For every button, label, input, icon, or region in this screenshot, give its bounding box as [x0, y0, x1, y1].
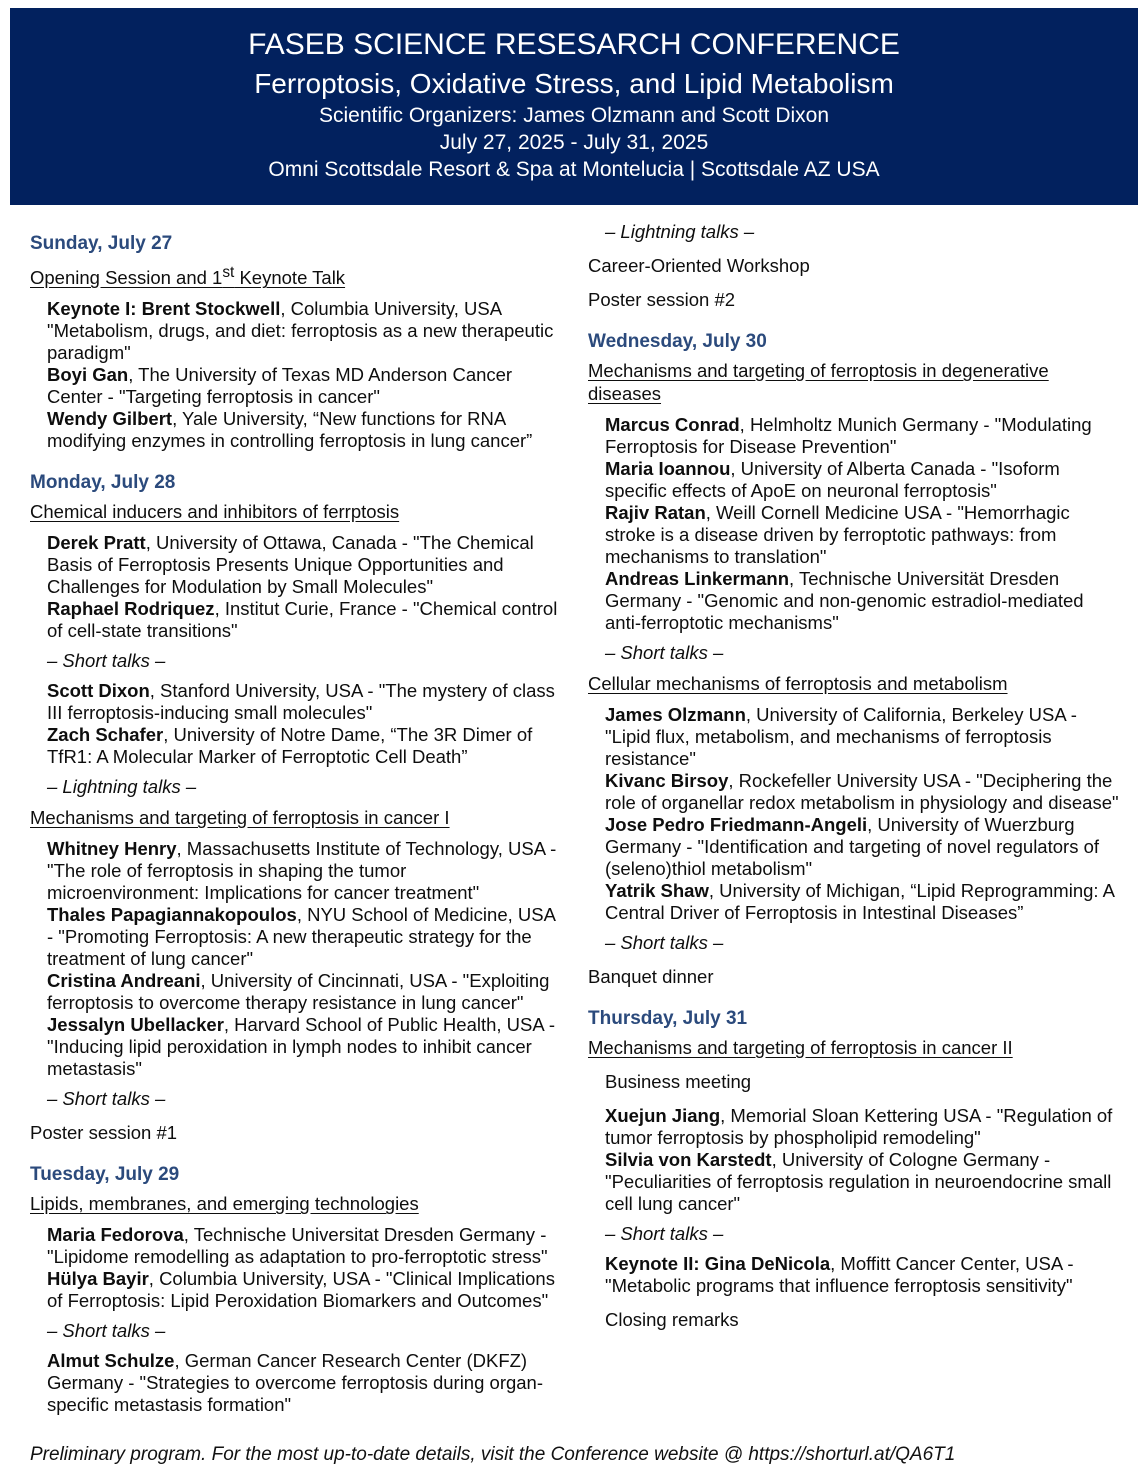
speaker-detail: , Massachusetts Institute of Technology, USA - "The role of ferroptosis in shaping the tumor microenvironment: Implications for cancer treatment"	[47, 838, 557, 904]
speaker-entry-andreani	[30, 970, 562, 1014]
session-title-cellular	[588, 672, 1120, 695]
speaker-entry-friedmann	[588, 814, 1120, 880]
short-talks-divider: – Short talks –	[47, 1320, 166, 1342]
speaker-name: Almut Schulze	[47, 1350, 175, 1372]
lightning-talks-divider: – Lightning talks –	[605, 221, 755, 242]
speaker-detail: , Yale University, “New functions for RNA modifying enzymes in controlling ferroptosis in lung cancer”	[47, 408, 533, 452]
speaker-detail: , University of California, Berkeley USA - "Lipid flux, metabolism, and mechanisms of ferroptosis resistance"	[605, 704, 1077, 769]
speaker-name: Rajiv Ratan	[605, 502, 706, 523]
speaker-name: Maria Fedorova	[47, 1224, 184, 1246]
speaker-entry-fedorova	[30, 1224, 562, 1268]
speaker-entry-denicola	[588, 1253, 1120, 1297]
session-title-cancer2	[588, 1036, 1120, 1059]
speaker-detail: , The University of Texas MD Anderson Cancer Center - "Targeting ferroptosis in cancer"	[47, 364, 513, 408]
session-title-text: Mechanisms and targeting of ferroptosis in cancer I	[30, 807, 450, 829]
speaker-detail: , University of Cologne Germany - "Peculiarities of ferroptosis regulation in neuroendocrine small cell lung cancer"	[605, 1149, 1112, 1214]
speaker-entry-bayir	[30, 1268, 562, 1312]
session-title-text: Mechanisms and targeting of ferroptosis in cancer II	[588, 1037, 1013, 1058]
speaker-name: Marcus Conrad	[605, 414, 740, 435]
speaker-detail: , Harvard School of Public Health, USA - "Inducing lipid peroxidation in lymph nodes to inhibit cancer metastasis"	[47, 1014, 556, 1080]
session-title-pre: Opening Session and 1	[30, 267, 223, 289]
session-title-superscript: st	[222, 264, 235, 281]
session-title-text	[30, 264, 346, 289]
speaker-detail: , NYU School of Medicine, USA - "Promoting Ferroptosis: A new therapeutic strategy for the treatment of lung cancer"	[47, 904, 555, 970]
speaker-entry-jiang	[588, 1105, 1120, 1149]
short-talks-divider: – Short talks –	[47, 650, 166, 672]
speaker-detail: , University of Notre Dame, “The 3R Dimer of TfR1: A Molecular Marker of Ferroptotic Cell Death”	[47, 724, 533, 768]
session-title-lipids	[30, 1192, 562, 1215]
short-talks-divider: – Short talks –	[47, 1088, 166, 1110]
speaker-entry-birsoy	[588, 770, 1120, 814]
speaker-name: Cristina Andreani	[47, 970, 201, 992]
speaker-entry-gan	[30, 364, 562, 408]
speaker-name: Thales Papagiannakopoulos	[47, 904, 297, 926]
speaker-name: James Olzmann	[605, 704, 746, 725]
speaker-name: Xuejun Jiang	[605, 1105, 721, 1126]
short-talks-divider: – Short talks –	[605, 642, 724, 663]
speaker-entry-schulze	[30, 1350, 562, 1416]
speaker-entry-gilbert	[30, 408, 562, 452]
speaker-entry-pratt	[30, 532, 562, 598]
program-columns	[0, 205, 1148, 1416]
program-item-business-meeting: Business meeting	[605, 1071, 752, 1092]
speaker-entry-ubellacker	[30, 1014, 562, 1080]
speaker-detail: , University of Michigan, “Lipid Reprogramming: A Central Driver of Ferroptosis in Intestinal Diseases”	[605, 880, 1114, 923]
speaker-name: Keynote II: Gina DeNicola	[605, 1253, 831, 1274]
speaker-entry-rodriquez	[30, 598, 562, 642]
speaker-detail: , Stanford University, USA - "The mystery of class III ferroptosis-inducing small molecules"	[47, 680, 555, 724]
venue-line: Omni Scottsdale Resort & Spa at Montelucia | Scottsdale AZ USA	[268, 158, 880, 181]
session-title-post: Keynote Talk	[234, 267, 346, 289]
session-title-text: Mechanisms and targeting of ferroptosis in degenerative diseases	[588, 360, 1049, 404]
speaker-detail: , German Cancer Research Center (DKFZ) Germany - "Strategies to overcome ferroptosis during organ-specific metastasis formation"	[47, 1350, 544, 1416]
speaker-detail: , Moffitt Cancer Center, USA - "Metabolic programs that influence ferroptosis sensitivity"	[605, 1253, 1074, 1296]
speaker-name: Jose Pedro Friedmann-Angeli	[605, 814, 868, 835]
program-item-career-workshop: Career-Oriented Workshop	[588, 255, 810, 276]
speaker-detail: , Institut Curie, France - "Chemical control of cell-state transitions"	[47, 598, 558, 642]
conference-title: FASEB SCIENCE RESESARCH CONFERENCE	[248, 28, 900, 61]
session-title-opening	[30, 261, 562, 289]
right-column	[588, 215, 1120, 1343]
day-heading-sunday: Sunday, July 27	[30, 233, 173, 254]
dates-line: July 27, 2025 - July 31, 2025	[439, 131, 709, 154]
speaker-detail: , Columbia University, USA - "Clinical Implications of Ferroptosis: Lipid Peroxidation Biomarkers and Outcomes"	[47, 1268, 555, 1312]
speaker-name: Raphael Rodriquez	[47, 598, 215, 620]
speaker-name: Zach Schafer	[47, 724, 164, 746]
speaker-name: Jessalyn Ubellacker	[47, 1014, 224, 1036]
session-title-cancer1	[30, 806, 562, 829]
speaker-entry-ioannou	[588, 458, 1120, 502]
speaker-detail: , University of Wuerzburg Germany - "Identification and targeting of novel regulators of (seleno)thiol metabolism"	[605, 814, 1100, 879]
speaker-name: Wendy Gilbert	[47, 408, 173, 430]
conference-banner	[10, 8, 1138, 205]
speaker-entry-schafer	[30, 724, 562, 768]
speaker-entry-karstedt	[588, 1149, 1120, 1215]
short-talks-divider: – Short talks –	[605, 1223, 724, 1244]
speaker-entry-shaw	[588, 880, 1120, 924]
speaker-entry-papagiannakopoulos	[30, 904, 562, 970]
lightning-talks-divider: – Lightning talks –	[47, 776, 197, 798]
speaker-name: Kivanc Birsoy	[605, 770, 729, 791]
day-heading-monday: Monday, July 28	[30, 472, 176, 494]
session-title-chemical	[30, 500, 562, 523]
day-heading-wednesday: Wednesday, July 30	[588, 331, 767, 352]
session-title-text: Chemical inducers and inhibitors of ferrptosis	[30, 501, 400, 523]
day-heading-tuesday: Tuesday, July 29	[30, 1164, 180, 1186]
speaker-detail: , University of Cincinnati, USA - "Exploiting ferroptosis to overcome therapy resistance in lung cancer"	[47, 970, 550, 1014]
speaker-name: Silvia von Karstedt	[605, 1149, 772, 1170]
session-title-text: Lipids, membranes, and emerging technologies	[30, 1193, 419, 1215]
speaker-detail: , Rockefeller University USA - "Deciphering the role of organellar redox metabolism in physiology and disease"	[605, 770, 1119, 813]
speaker-detail: , University of Ottawa, Canada - "The Chemical Basis of Ferroptosis Presents Unique Opportunities and Challenges for Modulation by Small Molecules"	[47, 532, 534, 598]
program-item-banquet-dinner: Banquet dinner	[588, 966, 714, 987]
speaker-detail: , Technische Universitat Dresden Germany - "Lipidome remodelling as adaptation to pro-ferroptotic stress"	[47, 1224, 548, 1268]
conference-subtitle: Ferroptosis, Oxidative Stress, and Lipid Metabolism	[254, 68, 894, 99]
speaker-detail: , Helmholtz Munich Germany - "Modulating Ferroptosis for Disease Prevention"	[605, 414, 1092, 457]
footer-note: Preliminary program. For the most up-to-date details, visit the Conference website @ https://shorturl.at/QA6T1	[30, 1444, 956, 1465]
program-item-closing-remarks: Closing remarks	[605, 1309, 739, 1330]
speaker-name: Yatrik Shaw	[605, 880, 709, 901]
speaker-entry-conrad	[588, 414, 1120, 458]
program-item-poster-session-2: Poster session #2	[588, 289, 736, 310]
program-item-poster-session-1: Poster session #1	[30, 1122, 178, 1144]
speaker-entry-ratan	[588, 502, 1120, 568]
speaker-name: Scott Dixon	[47, 680, 150, 702]
speaker-detail: , Memorial Sloan Kettering USA - "Regulation of tumor ferroptosis by phospholipid remodeling"	[605, 1105, 1113, 1148]
speaker-entry-olzmann	[588, 704, 1120, 770]
speaker-detail: , Columbia University, USA "Metabolism, drugs, and diet: ferroptosis as a new therapeutic paradigm"	[47, 298, 554, 364]
speaker-name: Hülya Bayir	[47, 1268, 149, 1290]
speaker-name: Whitney Henry	[47, 838, 177, 860]
speaker-name: Keynote I: Brent Stockwell	[47, 298, 281, 320]
speaker-detail: , Technische Universität Dresden Germany - "Genomic and non-genomic estradiol-mediated anti-ferroptotic mechanisms"	[605, 568, 1084, 633]
speaker-entry-dixon	[30, 680, 562, 724]
session-title-degenerative	[588, 359, 1120, 405]
speaker-name: Derek Pratt	[47, 532, 146, 554]
speaker-detail: , Weill Cornell Medicine USA - "Hemorrhagic stroke is a disease driven by ferroptotic pathways: from mechanisms to translation"	[605, 502, 1070, 567]
short-talks-divider: – Short talks –	[605, 932, 724, 953]
session-title-text: Cellular mechanisms of ferroptosis and metabolism	[588, 673, 1008, 694]
day-heading-thursday: Thursday, July 31	[588, 1008, 748, 1029]
speaker-name: Andreas Linkermann	[605, 568, 790, 589]
speaker-entry-linkermann	[588, 568, 1120, 634]
organizers-line: Scientific Organizers: James Olzmann and Scott Dixon	[318, 104, 830, 127]
speaker-name: Maria Ioannou	[605, 458, 731, 479]
left-column	[30, 215, 562, 1416]
speaker-entry-stockwell	[30, 298, 562, 364]
speaker-detail: , University of Alberta Canada - "Isoform specific effects of ApoE on neuronal ferroptosis"	[605, 458, 1060, 501]
speaker-name: Boyi Gan	[47, 364, 129, 386]
speaker-entry-henry	[30, 838, 562, 904]
